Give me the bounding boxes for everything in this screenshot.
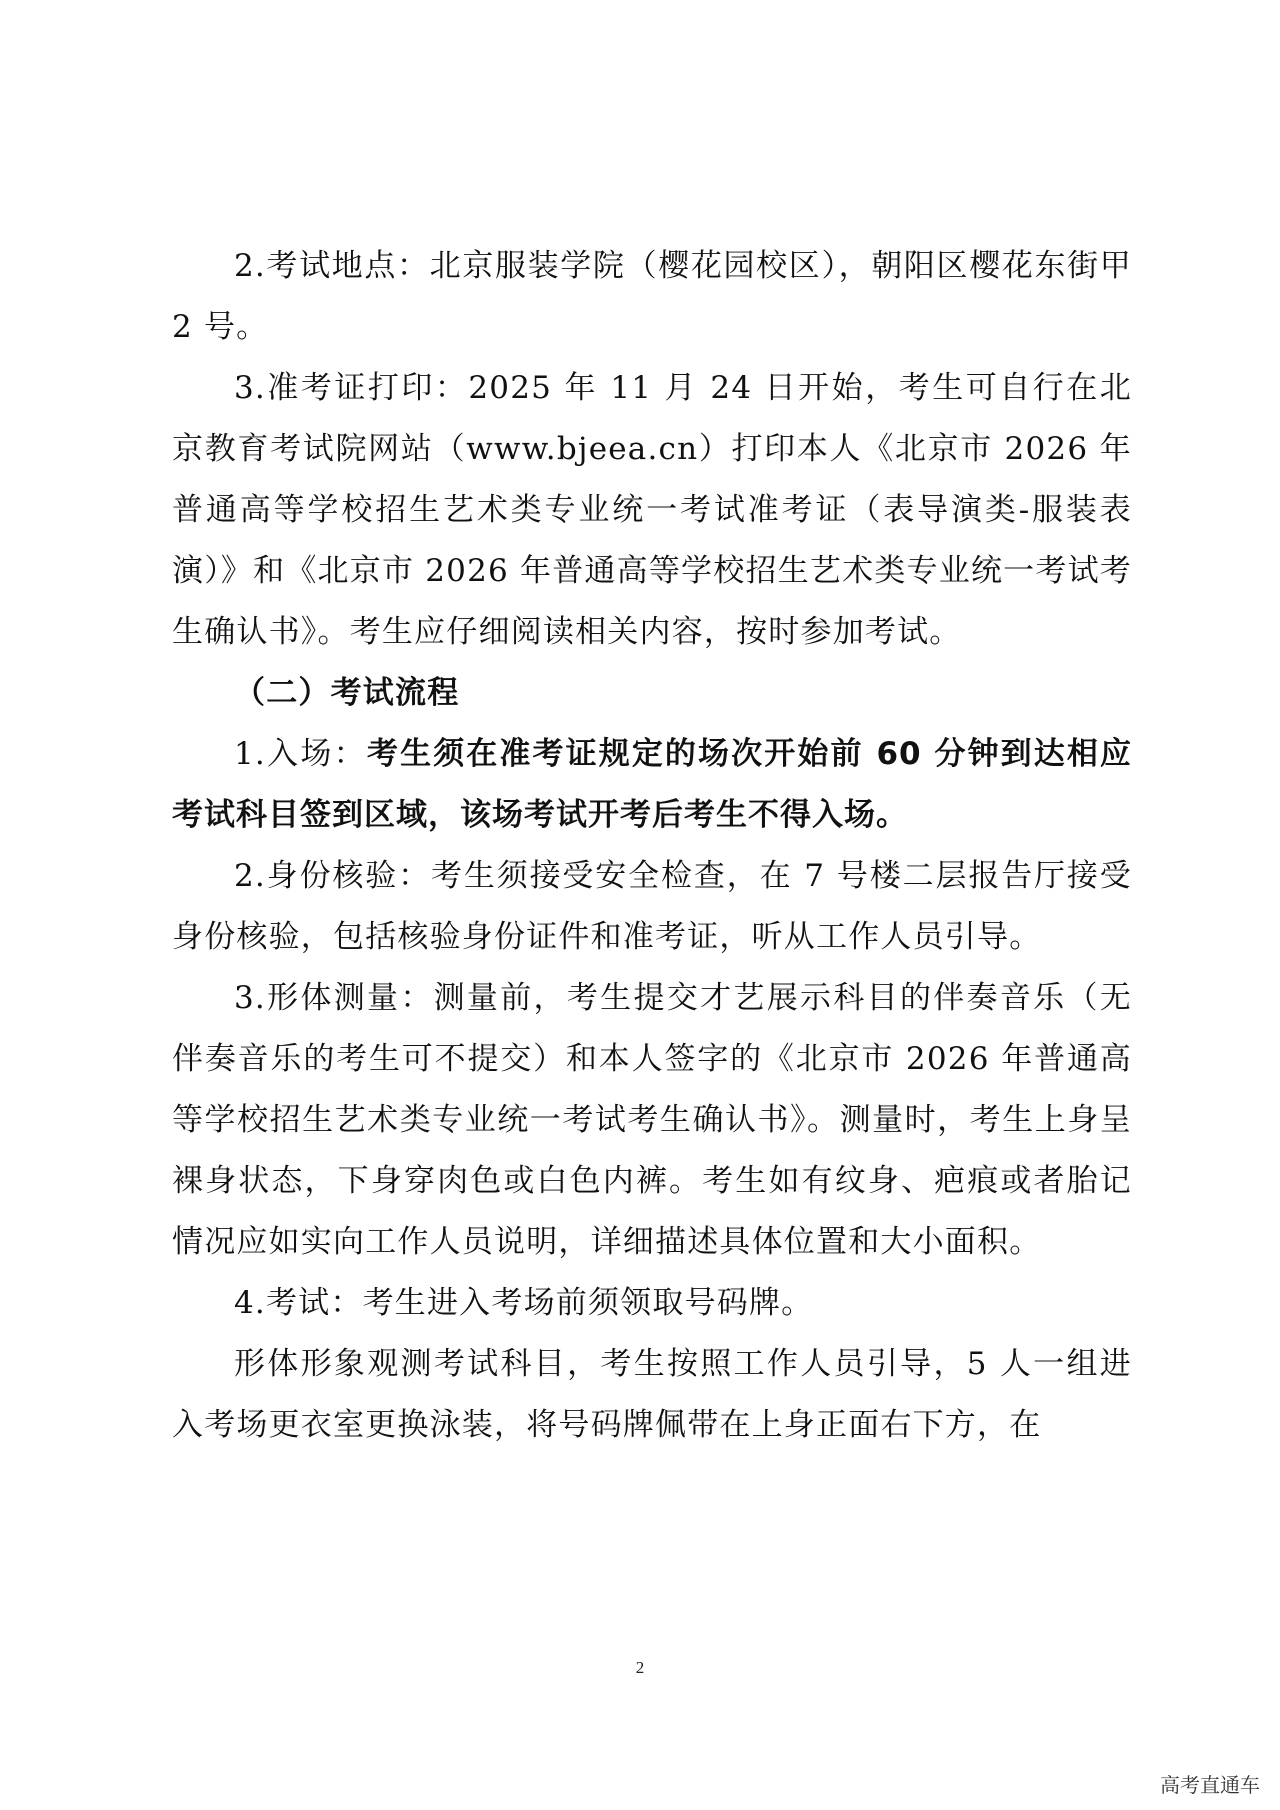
paragraph-observation: 形体形象观测考试科目，考生按照工作人员引导，5 人一组进入考场更衣室更换泳装，将号码牌佩带在上身正面右下方，在	[172, 1346, 1132, 1443]
paragraph-admission-ticket: 3.准考证打印：2025 年 11 月 24 日开始，考生可自行在北京教育考试院网站（www.bjeea.cn）打印本人《北京市 2026 年普通高等学校招生艺术类专业统一考试准考证（表导演类-服装表演）》和《北京市 2026 年普通高等学校招生艺术类专业统一考试考生确认书》。考生应仔细阅读相关内容，按时参加考试。	[172, 370, 1132, 650]
section-heading: （二）考试流程	[234, 675, 460, 711]
entry-bold-text: 考生须在准考证规定的场次开始前 60 分钟到达相应考试科目签到区域，该场考试开考后考生不得入场。	[172, 736, 1132, 833]
paragraph-exam-location: 2.考试地点：北京服装学院（樱花园校区），朝阳区樱花东街甲 2 号。	[172, 248, 1132, 345]
paragraph-body-measurement: 3.形体测量：测量前，考生提交才艺展示科目的伴奏音乐（无伴奏音乐的考生可不提交）和本人签字的《北京市 2026 年普通高等学校招生艺术类专业统一考试考生确认书》。测量时，考生上身呈裸身状态，下身穿肉色或白色内裤。考生如有纹身、疤痕或者胎记情况应如实向工作人员说明，详细描述具体位置和大小面积。	[172, 980, 1132, 1260]
document-body	[172, 236, 1132, 1456]
watermark-text: 高考直通车	[1160, 1773, 1260, 1797]
paragraph-entry	[172, 724, 1132, 846]
paragraph-exam: 4.考试：考生进入考场前须领取号码牌。	[234, 1285, 814, 1321]
entry-label: 1.入场：	[234, 736, 367, 772]
page-number: 2	[635, 1658, 645, 1677]
paragraph-identity-check: 2.身份核验：考生须接受安全检查，在 7 号楼二层报告厅接受身份核验，包括核验身份证件和准考证，听从工作人员引导。	[172, 858, 1132, 955]
